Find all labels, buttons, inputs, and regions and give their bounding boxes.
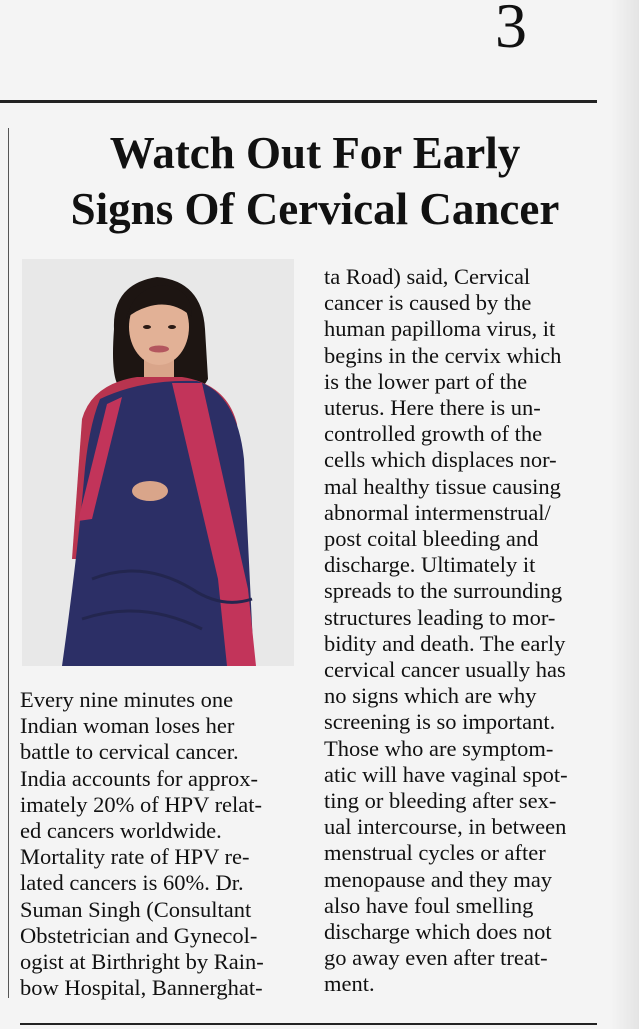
text-line: imately 20% of HPV relat- bbox=[20, 791, 263, 817]
text-line: cancer is caused by the bbox=[324, 290, 532, 316]
page-number: 3 bbox=[495, 0, 527, 61]
text-line: mal healthy tissue causing bbox=[324, 473, 561, 499]
text-line: menstrual cycles or after bbox=[324, 840, 546, 866]
article-headline bbox=[20, 125, 610, 237]
text-line: lated cancers is 60%. Dr. bbox=[20, 870, 244, 896]
text-line: ual intercourse, in between bbox=[324, 814, 567, 840]
text-line: post coital bleeding and bbox=[324, 526, 539, 552]
text-line: bidity and death. The early bbox=[324, 630, 566, 656]
text-line: bow Hospital, Bannerghat- bbox=[20, 975, 263, 1001]
text-line: no signs which are why bbox=[324, 683, 537, 709]
portrait-illustration bbox=[22, 259, 294, 666]
text-line: is the lower part of the bbox=[324, 368, 528, 394]
text-line: cells which displaces nor- bbox=[324, 447, 557, 473]
text-line: controlled growth of the bbox=[324, 421, 543, 447]
text-line: menopause and they may bbox=[324, 866, 553, 892]
text-line: structures leading to mor- bbox=[324, 604, 556, 630]
text-line: ogist at Birthright by Rain- bbox=[20, 949, 264, 975]
text-line: Those who are symptom- bbox=[324, 735, 554, 761]
article-column-right bbox=[324, 264, 597, 998]
text-line: human papilloma virus, it bbox=[324, 316, 556, 342]
text-line: Suman Singh (Consultant bbox=[20, 896, 252, 922]
headline-line-1: Watch Out For Early bbox=[109, 128, 521, 178]
text-line: ed cancers worldwide. bbox=[20, 818, 222, 844]
text-line: also have foul smelling bbox=[324, 892, 534, 918]
text-line: begins in the cervix which bbox=[324, 342, 562, 368]
top-divider bbox=[0, 100, 597, 103]
text-line: discharge which does not bbox=[324, 919, 552, 945]
text-line: Mortality rate of HPV re- bbox=[20, 844, 250, 870]
text-line: abnormal intermenstrual/ bbox=[324, 499, 551, 525]
text-line: Obstetrician and Gynecol- bbox=[20, 922, 258, 948]
text-line: spreads to the surrounding bbox=[324, 578, 563, 604]
text-line: India accounts for approx- bbox=[20, 765, 259, 791]
text-line: uterus. Here there is un- bbox=[324, 395, 541, 421]
page-edge-shadow bbox=[611, 0, 639, 1029]
text-line: Every nine minutes one bbox=[20, 687, 234, 712]
article-column-left bbox=[20, 687, 294, 1001]
text-line: discharge. Ultimately it bbox=[324, 552, 536, 578]
text-line: Indian woman loses her bbox=[20, 713, 235, 739]
text-line: screening is so important. bbox=[324, 709, 556, 735]
text-line: ment. bbox=[324, 971, 375, 997]
bottom-divider bbox=[20, 1023, 597, 1025]
text-line: ta Road) said, Cervical bbox=[324, 264, 531, 289]
text-line: ting or bleeding after sex- bbox=[324, 788, 557, 814]
text-line: battle to cervical cancer. bbox=[20, 739, 239, 765]
portrait-photo bbox=[22, 259, 294, 666]
headline-line-2: Signs Of Cervical Cancer bbox=[70, 184, 560, 234]
text-line: go away even after treat- bbox=[324, 945, 548, 971]
column-rule bbox=[8, 128, 9, 998]
text-line: atic will have vaginal spot- bbox=[324, 761, 568, 787]
text-line: cervical cancer usually has bbox=[324, 657, 566, 683]
